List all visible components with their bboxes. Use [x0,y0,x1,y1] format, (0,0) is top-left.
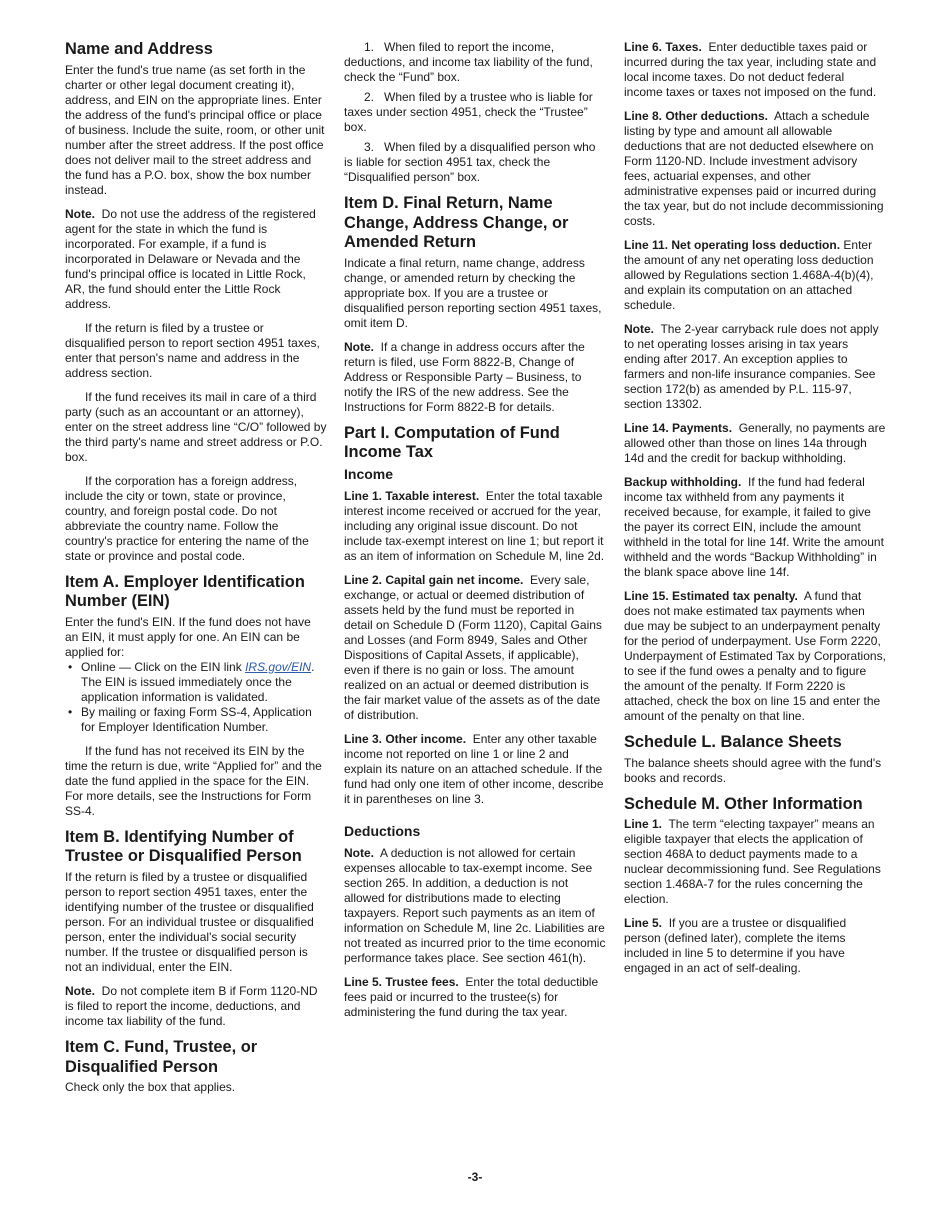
note-label: Note. [65,983,95,998]
bullet-online-text: Online — Click on the EIN link [81,659,246,674]
name-address-paragraph: Enter the fund's true name (as set forth in the charter or other legal document creating it), address, and EIN on the appropriate lines. Enter the address of the fund's principal office or place of business. Include the suite, room, or other unit number after the street address. If the post office does not deliver mail to the street address and the fund has a P.O. box, show the box number instead. [65,62,325,197]
heading-schedule-m: Schedule M. Other Information [624,794,863,813]
bullet-mail-text: By mailing or faxing Form SS-4, Application for Employer Identification Number. [81,704,312,734]
foreign-address-paragraph: If the corporation has a foreign address, include the city or town, state or province, country, and foreign postal code. Do not abbreviate the country name. Follow the country's practice for entering the name of the state or province and postal code. [65,473,309,563]
line-6-paragraph [624,40,886,100]
bullet-glyph: • [68,704,73,719]
item-a-paragraph: Enter the fund's EIN. If the fund does not have an EIN, it must apply for one. An EIN can be applied for: [65,614,311,659]
item-c-list-item: 2. When filed by a trustee who is liable for taxes under section 4951, check the “Trustee” box. [344,90,593,134]
line-6-text: Enter deductible taxes paid or incurred during the tax year, including state and local income taxes. Do not deduct federal income taxes or taxes not imposed on the fund. [624,40,877,99]
bullet-online-text-end: . The EIN is issued immediately once the application information is validated. [81,659,315,704]
line-2-paragraph [344,573,606,723]
item-d-note [344,340,606,415]
schedule-m-line-5-text: If you are a trustee or disqualified person (defined later), complete the items included in line 5 to determine if you have engaged in an act of self-dealing. [624,916,847,976]
note-text: A deduction is not allowed for certain expenses allocable to tax-exempt income. See section 265. In addition, a deduction is not allowed for distributions made to electing taxpayers. Report such payments as an item of information on Schedule M, line 2c. Liabilities are not treated as incurred prior to the time economic performance takes place. See section 461(h). [344,845,606,965]
note-label: Note. [344,845,374,860]
column-right [624,40,886,985]
line-14-text: Generally, no payments are allowed other than those on lines 14a through 14d and the credit for backup withholding. [624,421,886,465]
note-text: If a change in address occurs after the return is filed, use Form 8822-B, Change of Address or Responsible Party – Business, to notify the IRS of the new address. See the Instructions for Form 8822-B for details. [344,339,585,414]
note-text: Do not complete item B if Form 1120-ND is filed to report the income, deductions, and income tax liability of the fund. [65,983,318,1028]
line-15-label: Line 15. Estimated tax penalty. [624,589,798,603]
carryback-note [624,322,886,412]
line-8-text: Attach a schedule listing by type and amount all allowable deductions that are not deducted elsewhere on Form 1120-ND. Include investment advisory fees, actuarial expenses, and other administrative expenses paid or incurred during the tax year, but do not include decommissioning costs. [624,109,884,228]
heading-item-d: Item D. Final Return, Name Change, Address Change, or Amended Return [344,194,569,252]
heading-name-and-address: Name and Address [65,40,213,58]
applied-for-paragraph: If the fund has not received its EIN by the time the return is due, write “Applied for” and the date the fund applied in the space for the EIN. For more details, see the Instructions for Form SS-4. [65,743,322,818]
line-14-label: Line 14. Payments. [624,421,733,435]
backup-withholding-text: If the fund had federal income tax withheld from any payments it received because, for example, it failed to give the payer its correct EIN, include the amount withheld in the total for line 14f. Write the amount withheld and the words “Backup Withholding” in the blank space above line 14f. [624,475,884,579]
irs-ein-link[interactable]: IRS.gov/EIN [245,659,312,674]
heading-part-1: Part I. Computation of Fund Income Tax [344,423,560,462]
item-c-list-item: 1. When filed to report the income, deductions, and income tax liability of the fund, check the “Fund” box. [344,40,593,84]
care-of-paragraph: If the fund receives its mail in care of a third party (such as an accountant or an attorney), enter on the street address line “C/O” followed by the third party's name and street address or P.O. box. [65,389,327,464]
item-c-list-item: 3. When filed by a disqualified person who is liable for section 4951 tax, check the “Disqualified person” box. [344,140,596,184]
schedule-m-line-1-label: Line 1. [624,817,663,832]
note-text: Do not use the address of the registered agent for the state in which the fund is incorporated. For example, if a fund is incorporated in Delaware or Nevada and the fund's principal office is located in Little Rock, AR, the fund should enter the Little Rock address. [65,206,316,311]
heading-schedule-l: Schedule L. Balance Sheets [624,733,842,751]
ein-bullet-mail [65,705,327,735]
line-15-text: A fund that does not make estimated tax payments when due may be subject to an underpayment penalty for the period of underpayment. Use Form 2220, Underpayment of Estimated Tax by Corporations, to see if the fund owes a penalty and to figure the amount of the penalty. If Form 2220 is attached, check the box on line 15 and enter the amount of the penalty on that line. [624,589,886,723]
schedule-m-line-1-paragraph [624,817,886,907]
bullet-glyph: • [68,659,73,674]
note-text: The 2-year carryback rule does not apply to net operating losses arising in tax years ending after 2017. An exception applies to farmers and non-life insurance companies. See section 172(b) as amended by P.L. 115-97, section 13302. [624,322,879,411]
line-2-text: Every sale, exchange, or actual or deemed distribution of assets held by the fund must be reported in detail on Schedule D (Form 1120), Capital Gains and Losses (and Form 8949, Sales and Other Dispositions of Capital Assets, if applicable), even if there is no gain or loss. The amount realized on an actual or deemed distribution is the fair market value of the assets as of the date of distribution. [344,572,602,722]
line-1-text: Enter the total taxable interest income received or accrued for the year, including any original issue discount. Do not include tax-exempt interest on line 1; but report it as an item of information on Schedule M, line 2d. [344,488,605,563]
line-8-label: Line 8. Other deductions. [624,109,769,123]
heading-item-a: Item A. Employer Identification Number (EIN) [65,572,305,611]
heading-income: Income [344,465,394,482]
line-15-paragraph [624,589,886,724]
ein-bullet-online [65,660,327,705]
name-address-note [65,207,327,312]
column-middle [344,40,606,1029]
line-5-label: Line 5. Trustee fees. [344,974,459,989]
item-b-paragraph: If the return is filed by a trustee or disqualified person to report section 4951 taxes, enter the identifying number of the trustee or disqualified person. For an individual trustee or disqualified person, enter the individual's social security number. If the trustee or disqualified person is not an individual, enter the EIN. [65,869,314,974]
line-11-paragraph [624,238,886,313]
schedule-m-line-1-text: The term “electing taxpayer” means an eligible taxpayer that elects the application of section 468A to deduct payments made to a nuclear decommissioning fund. See Regulations section 1.468A-7 for the rules concerning the election. [624,817,881,907]
backup-withholding-label: Backup withholding. [624,475,742,489]
deductions-note [344,846,606,966]
column-left [65,40,327,1104]
note-label: Note. [65,206,95,221]
line-2-label: Line 2. Capital gain net income. [344,572,524,587]
page-number: -3- [467,1170,483,1184]
line-3-paragraph [344,732,606,807]
line-6-label: Line 6. Taxes. [624,40,702,54]
note-label: Note. [624,322,654,336]
line-5-text: Enter the total deductible fees paid or incurred to the trustee(s) for administering the fund during the tax year. [344,974,599,1019]
heading-item-b: Item B. Identifying Number of Trustee or Disqualified Person [65,827,302,866]
line-8-paragraph [624,109,886,229]
heading-deductions: Deductions [344,822,421,839]
line-3-text: Enter any other taxable income not reported on line 1 or line 2 and explain its nature on an attached schedule. If the fund had only one item of other income, describe it in parentheses on line 3. [344,731,604,806]
line-11-text: Enter the amount of any net operating loss deduction allowed by Regulations section 1.468A-4(b)(4), and explain its computation on an attached schedule. [624,238,874,312]
schedule-l-paragraph: The balance sheets should agree with the fund's books and records. [624,755,882,785]
backup-withholding-paragraph [624,475,886,580]
line-1-paragraph [344,489,606,564]
item-b-note [65,984,327,1029]
line-14-paragraph [624,421,886,466]
schedule-m-line-5-label: Line 5. [624,916,663,931]
note-label: Note. [344,339,374,354]
heading-item-c: Item C. Fund, Trustee, or Disqualified Person [65,1037,258,1076]
line-11-label: Line 11. Net operating loss deduction. [624,238,841,252]
line-3-label: Line 3. Other income. [344,731,467,746]
line-5-paragraph [344,975,606,1020]
trustee-address-paragraph: If the return is filed by a trustee or disqualified person to report section 4951 taxes, enter that person's name and address in the address section. [65,320,320,380]
schedule-m-line-5-paragraph [624,916,886,976]
item-c-paragraph: Check only the box that applies. [65,1080,236,1095]
item-d-paragraph: Indicate a final return, name change, address change, or amended return by checking the appropriate box. If you are a trustee or disqualified person reporting section 4951 taxes, omit item D. [344,255,602,330]
line-1-label: Line 1. Taxable interest. [344,488,480,503]
